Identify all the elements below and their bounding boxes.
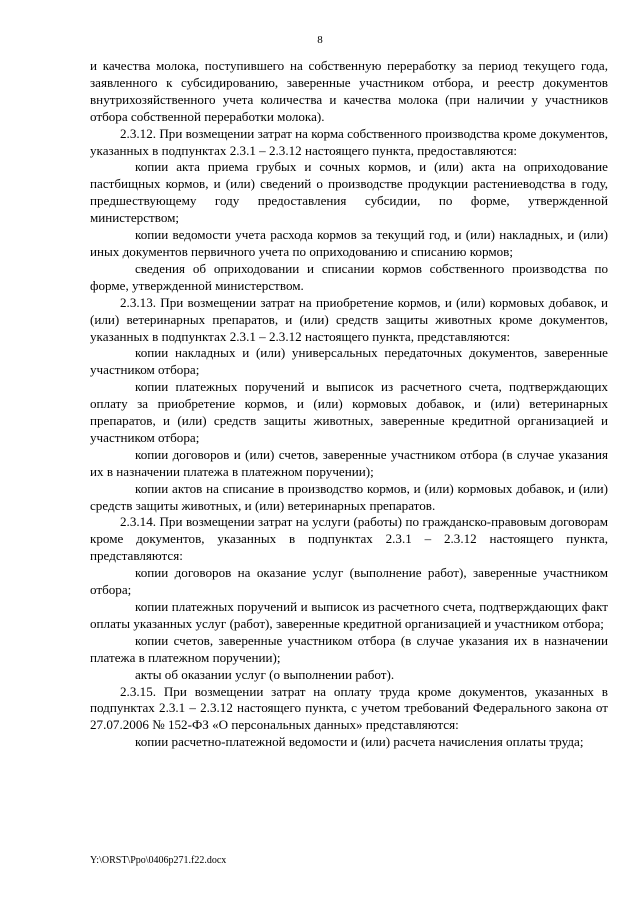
list-item: копии накладных и (или) универсальных передаточных документов, заверенные участником отбора;	[90, 345, 608, 378]
clause-paragraph: 2.3.13. При возмещении затрат на приобретение кормов, и (или) кормовых добавок, и (или) ветеринарных препаратов, и (или) средств защиты животных кроме документов, указанных в подпунктах 2.3.1 – 2.3.12 настоящего пункта, представляются:	[90, 294, 608, 344]
list-item: копии ведомости учета расхода кормов за текущий год, и (или) накладных, и (или) иных документов первичного учета по оприходованию и списанию кормов;	[90, 227, 608, 259]
list-item: копии актов на списание в производство кормов, и (или) кормовых добавок, и (или) средств защиты животных, и (или) ветеринарных препаратов.	[90, 480, 608, 513]
page-number: 8	[317, 34, 323, 46]
footer-file-path: Y:\ORST\Ppo\0406p271.f22.docx	[90, 855, 227, 866]
list-item: копии платежных поручений и выписок из расчетного счета, подтверждающих оплату за приобретение кормов, и (или) кормовых добавок, и (или) ветеринарных препаратов, и (или) средств защиты животных, заверенные кредитной организацией и участником отбора;	[90, 379, 608, 445]
list-item: сведения об оприходовании и списании кормов собственного производства по форме, утвержденной министерством.	[90, 260, 608, 293]
list-item: копии акта приема грубых и сочных кормов, и (или) акта на оприходование пастбищных кормов, и (или) сведений о производстве продукции растениеводства в году, предшествующему году предоставления субсидии, по форме, утвержденной министерством;	[90, 159, 608, 226]
list-item: копии счетов, заверенные участником отбора (в случае указания их в назначении платежа в платежном поручении);	[90, 632, 608, 665]
list-item: копии расчетно-платежной ведомости и (или) расчета начисления оплаты труда;	[135, 734, 584, 750]
clause-paragraph: 2.3.12. При возмещении затрат на корма собственного производства кроме документов, указанных в подпунктах 2.3.1 – 2.3.12 настоящего пункта, предоставляются:	[90, 125, 608, 158]
list-item: копии договоров и (или) счетов, заверенные участником отбора (в случае указания их в назначении платежа в платежном поручении);	[90, 446, 608, 479]
clause-paragraph: 2.3.14. При возмещении затрат на услуги (работы) по гражданско-правовым договорам кроме документов, указанных в подпунктах 2.3.1 – 2.3.12 настоящего пункта, представляются:	[90, 514, 608, 564]
paragraph: и качества молока, поступившего на собственную переработку за период текущего года, заявленного к субсидированию, заверенные участником отбора, и реестр документов внутрихозяйственного учета количества и качества молока (при наличии у участников отбора собственной переработки молока).	[90, 58, 608, 124]
list-item: акты об оказании услуг (о выполнении работ).	[135, 666, 395, 682]
document-body	[90, 58, 608, 751]
list-item: копии платежных поручений и выписок из расчетного счета, подтверждающих факт оплаты указанных услуг (работ), заверенные кредитной организацией и участником отбора;	[90, 599, 608, 631]
list-item: копии договоров на оказание услуг (выполнение работ), заверенные участником отбора;	[90, 565, 608, 598]
clause-paragraph: 2.3.15. При возмещении затрат на оплату труда кроме документов, указанных в подпунктах 2.3.1 – 2.3.12 настоящего пункта, с учетом требований Федерального закона от 27.07.2006 № 152-ФЗ «О персональных данных» представляются:	[90, 683, 608, 733]
